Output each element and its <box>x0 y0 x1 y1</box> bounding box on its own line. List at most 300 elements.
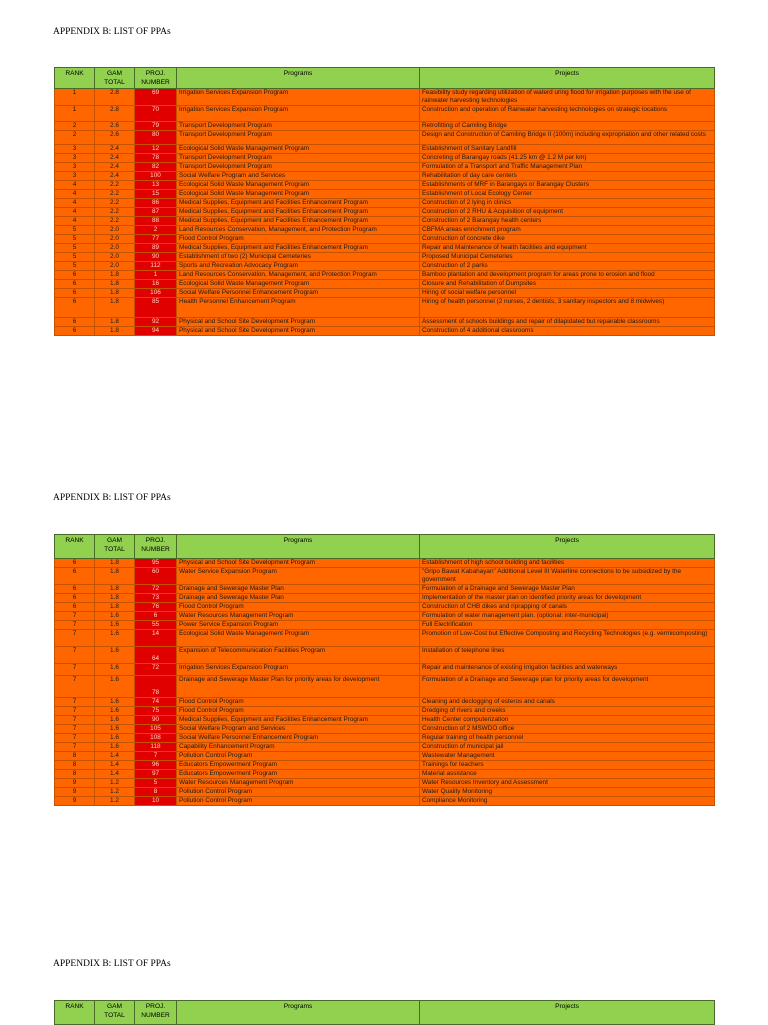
gam-total-cell: 1.2 <box>95 788 135 797</box>
gam-total-cell: 1.6 <box>95 725 135 734</box>
proj-number-cell: 88 <box>135 217 177 226</box>
rank-cell: 2 <box>55 131 95 145</box>
gam-total-cell: 2.0 <box>95 262 135 271</box>
rank-cell: 7 <box>55 664 95 676</box>
table-row <box>55 145 715 154</box>
proj-number-cell: 85 <box>135 298 177 318</box>
gam-total-cell: 2.4 <box>95 172 135 181</box>
project-cell: "Gripo Bawat Kabahayan" Additional Level III Waterline connections to be subsidized by the government <box>420 568 715 585</box>
table-row <box>55 647 715 664</box>
proj-number-cell: 72 <box>135 664 177 676</box>
program-cell: Pollution Control Program <box>177 752 420 761</box>
program-cell: Social Welfare Personnel Enhancement Program <box>177 289 420 298</box>
gam-total-cell: 1.8 <box>95 271 135 280</box>
program-cell: Transport Development Program <box>177 122 420 131</box>
program-cell: Irrigation Services Expansion Program <box>177 106 420 122</box>
table-row <box>55 106 715 122</box>
rank-cell: 6 <box>55 298 95 318</box>
gam-total-cell: 1.6 <box>95 676 135 698</box>
table-row <box>55 630 715 647</box>
proj-number-cell: 1 <box>135 271 177 280</box>
program-cell: Flood Control Program <box>177 698 420 707</box>
program-cell: Social Welfare Personnel Enhancement Program <box>177 734 420 743</box>
table-row <box>55 298 715 318</box>
proj-number-cell: 86 <box>135 199 177 208</box>
program-cell: Educators Empowerment Program <box>177 770 420 779</box>
table-row <box>55 788 715 797</box>
program-cell: Transport Development Program <box>177 154 420 163</box>
rank-cell: 8 <box>55 770 95 779</box>
gam-total-cell: 1.2 <box>95 797 135 806</box>
table-row <box>55 698 715 707</box>
gam-total-cell: 2.0 <box>95 235 135 244</box>
project-cell: CBFMA areas enrichment program <box>420 226 715 235</box>
proj-number-cell: 75 <box>135 707 177 716</box>
rank-cell: 7 <box>55 612 95 621</box>
proj-number-cell: 80 <box>135 131 177 145</box>
program-cell: Irrigation Services Expansion Program <box>177 89 420 106</box>
proj-number-cell: 90 <box>135 716 177 725</box>
rank-cell: 6 <box>55 289 95 298</box>
project-cell: Construction of 2 parks <box>420 262 715 271</box>
table-row <box>55 568 715 585</box>
rank-cell: 7 <box>55 676 95 698</box>
project-cell: Establishments of MRF in Barangays or Barangay Clusters <box>420 181 715 190</box>
gam-total-cell: 2.2 <box>95 208 135 217</box>
proj-number-cell: 82 <box>135 163 177 172</box>
table-row <box>55 664 715 676</box>
gam-total-cell: 1.6 <box>95 647 135 664</box>
project-cell: Assessment of schools buildings and repair of dilapidated but repairable classrooms <box>420 318 715 327</box>
proj-number-cell: 94 <box>135 327 177 336</box>
project-cell: Establishment of Sanitary Landfill <box>420 145 715 154</box>
project-cell: Construction of municipal jail <box>420 743 715 752</box>
gam-total-cell: 2.0 <box>95 244 135 253</box>
table-row <box>55 280 715 289</box>
column-header-proj-number: PROJ. NUMBER <box>135 68 177 89</box>
rank-cell: 7 <box>55 734 95 743</box>
gam-total-cell: 1.6 <box>95 664 135 676</box>
rank-cell: 4 <box>55 181 95 190</box>
gam-total-cell: 2.2 <box>95 199 135 208</box>
project-cell: Rehabilitation of day care centers <box>420 172 715 181</box>
table-row <box>55 594 715 603</box>
gam-total-cell: 1.8 <box>95 327 135 336</box>
proj-number-cell: 55 <box>135 621 177 630</box>
project-cell: Bamboo plantation and development program for areas prone to erosion and flood <box>420 271 715 280</box>
rank-cell: 5 <box>55 235 95 244</box>
rank-cell: 2 <box>55 122 95 131</box>
project-cell: Establishment of high school building and facilities <box>420 559 715 568</box>
program-cell: Power Service Expansion Program <box>177 621 420 630</box>
proj-number-cell: 77 <box>135 235 177 244</box>
proj-number-cell: 72 <box>135 585 177 594</box>
program-cell: Medical Supplies, Equipment and Facilities Enhancement Program <box>177 217 420 226</box>
rank-cell: 6 <box>55 280 95 289</box>
gam-total-cell: 2.2 <box>95 217 135 226</box>
table-row <box>55 779 715 788</box>
gam-total-cell: 1.6 <box>95 612 135 621</box>
project-cell: Construction of 2 RHU & Acquisition of equipment <box>420 208 715 217</box>
project-cell: Closure and Rehabilitation of Dumpsites <box>420 280 715 289</box>
program-cell: Transport Development Program <box>177 163 420 172</box>
program-cell: Irrigation Services Expansion Program <box>177 664 420 676</box>
table-row <box>55 585 715 594</box>
proj-number-cell: 106 <box>135 289 177 298</box>
program-cell: Medical Supplies, Equipment and Facilities Enhancement Program <box>177 208 420 217</box>
proj-number-cell: 12 <box>135 145 177 154</box>
table-row <box>55 271 715 280</box>
table-row <box>55 199 715 208</box>
program-cell: Drainage and Sewerage Master Plan <box>177 585 420 594</box>
program-cell: Drainage and Sewerage Master Plan for priority areas for development <box>177 676 420 698</box>
rank-cell: 1 <box>55 89 95 106</box>
proj-number-cell: 100 <box>135 172 177 181</box>
rank-cell: 1 <box>55 106 95 122</box>
rank-cell: 6 <box>55 271 95 280</box>
project-cell: Repair and Maintenance of health facilities and equipment <box>420 244 715 253</box>
table-row <box>55 716 715 725</box>
table-row <box>55 327 715 336</box>
gam-total-cell: 2.0 <box>95 253 135 262</box>
project-cell: Hiring of social welfare personnel <box>420 289 715 298</box>
proj-number-cell: 8 <box>135 788 177 797</box>
column-header-programs: Programs <box>177 535 420 559</box>
ppa-table <box>54 67 715 336</box>
gam-total-cell: 1.4 <box>95 752 135 761</box>
rank-cell: 9 <box>55 788 95 797</box>
proj-number-cell: 97 <box>135 770 177 779</box>
project-cell: Formulation of a Drainage and Sewerage Master Plan <box>420 585 715 594</box>
project-cell: Design and Construction of Camiling Bridge II (100m) including expropriation and other related costs <box>420 131 715 145</box>
table-row <box>55 208 715 217</box>
table-row <box>55 621 715 630</box>
gam-total-cell: 1.6 <box>95 743 135 752</box>
header-row <box>55 535 715 559</box>
project-cell: Formulation of water management plan. (optional: inter-municipal) <box>420 612 715 621</box>
project-cell: Repair and maintenance of existing irrigation facilities and waterways <box>420 664 715 676</box>
program-cell: Medical Supplies, Equipment and Facilities Enhancement Program <box>177 199 420 208</box>
project-cell: Regular training of health personnel <box>420 734 715 743</box>
program-cell: Capability Enhancement Program <box>177 743 420 752</box>
program-cell: Water Resources Management Program <box>177 779 420 788</box>
proj-number-cell: 96 <box>135 761 177 770</box>
project-cell: Feasibility study regarding utilization of waterd uring flood for irrigation purposes with the use of rainwater harvesting technologies <box>420 89 715 106</box>
rank-cell: 3 <box>55 172 95 181</box>
rank-cell: 8 <box>55 752 95 761</box>
program-cell: Establishment of two (2) Municipal Cemeteries <box>177 253 420 262</box>
rank-cell: 5 <box>55 262 95 271</box>
column-header-rank: RANK <box>55 535 95 559</box>
table-row <box>55 181 715 190</box>
table-row <box>55 154 715 163</box>
project-cell: Full Electrification <box>420 621 715 630</box>
program-cell: Land Resources Conservation, Management, and Protection Program <box>177 226 420 235</box>
table-row <box>55 770 715 779</box>
program-cell: Water Service Expansion Program <box>177 568 420 585</box>
gam-total-cell: 1.8 <box>95 289 135 298</box>
rank-cell: 6 <box>55 318 95 327</box>
gam-total-cell: 1.6 <box>95 707 135 716</box>
gam-total-cell: 1.4 <box>95 761 135 770</box>
ppa-table <box>54 1000 715 1025</box>
proj-number-cell: 118 <box>135 743 177 752</box>
proj-number-cell: 90 <box>135 253 177 262</box>
program-cell: Flood Control Program <box>177 707 420 716</box>
gam-total-cell: 1.4 <box>95 770 135 779</box>
project-cell: Retrofitting of Camiling Bridge <box>420 122 715 131</box>
table-row <box>55 172 715 181</box>
gam-total-cell: 1.8 <box>95 559 135 568</box>
program-cell: Flood Control Program <box>177 235 420 244</box>
project-cell: Trainings for teachers <box>420 761 715 770</box>
project-cell: Wastewater Management <box>420 752 715 761</box>
program-cell: Social Welfare Program and Services <box>177 172 420 181</box>
program-cell: Educators Empowerment Program <box>177 761 420 770</box>
rank-cell: 7 <box>55 743 95 752</box>
project-cell: Construction of 4 additional classrooms <box>420 327 715 336</box>
proj-number-cell: 112 <box>135 262 177 271</box>
table-row <box>55 752 715 761</box>
proj-number-cell: 105 <box>135 725 177 734</box>
column-header-projects: Projects <box>420 1001 715 1025</box>
gam-total-cell: 1.8 <box>95 298 135 318</box>
rank-cell: 7 <box>55 630 95 647</box>
project-cell: Compliance Monitoring <box>420 797 715 806</box>
column-header-programs: Programs <box>177 68 420 89</box>
rank-cell: 4 <box>55 208 95 217</box>
proj-number-cell: 16 <box>135 280 177 289</box>
gam-total-cell: 1.6 <box>95 621 135 630</box>
column-header-gam-total: GAM TOTAL <box>95 1001 135 1025</box>
gam-total-cell: 2.4 <box>95 154 135 163</box>
project-cell: Concreting of Barangay roads (41.25 km @ 1.2 M per km) <box>420 154 715 163</box>
gam-total-cell: 2.2 <box>95 190 135 199</box>
gam-total-cell: 1.6 <box>95 734 135 743</box>
program-cell: Pollution Control Program <box>177 797 420 806</box>
column-header-proj-number: PROJ. NUMBER <box>135 1001 177 1025</box>
proj-number-cell: 5 <box>135 779 177 788</box>
table-row <box>55 163 715 172</box>
rank-cell: 7 <box>55 716 95 725</box>
table-row <box>55 131 715 145</box>
project-cell: Material assistance <box>420 770 715 779</box>
rank-cell: 6 <box>55 568 95 585</box>
proj-number-cell: 60 <box>135 568 177 585</box>
project-cell: Cleaning and declogging of esteros and canals <box>420 698 715 707</box>
gam-total-cell: 1.8 <box>95 318 135 327</box>
gam-total-cell: 2.4 <box>95 163 135 172</box>
proj-number-cell: 70 <box>135 106 177 122</box>
project-cell: Construction of 2 MSWDO office <box>420 725 715 734</box>
project-cell: Dredging of rivers and creeks <box>420 707 715 716</box>
table-row <box>55 612 715 621</box>
program-cell: Ecological Solid Waste Management Program <box>177 630 420 647</box>
rank-cell: 5 <box>55 226 95 235</box>
table-row <box>55 734 715 743</box>
program-cell: Sports and Recreation Advocacy Program <box>177 262 420 271</box>
column-header-gam-total: GAM TOTAL <box>95 535 135 559</box>
gam-total-cell: 1.8 <box>95 585 135 594</box>
column-header-programs: Programs <box>177 1001 420 1025</box>
gam-total-cell: 1.8 <box>95 568 135 585</box>
project-cell: Establishment of Local Ecology Center <box>420 190 715 199</box>
column-header-rank: RANK <box>55 68 95 89</box>
gam-total-cell: 1.6 <box>95 630 135 647</box>
program-cell: Transport Development Program <box>177 131 420 145</box>
proj-number-cell: 78 <box>135 154 177 163</box>
rank-cell: 3 <box>55 154 95 163</box>
rank-cell: 8 <box>55 761 95 770</box>
rank-cell: 6 <box>55 594 95 603</box>
gam-total-cell: 2.4 <box>95 145 135 154</box>
rank-cell: 7 <box>55 707 95 716</box>
rank-cell: 7 <box>55 621 95 630</box>
program-cell: Pollution Control Program <box>177 788 420 797</box>
table-row <box>55 318 715 327</box>
proj-number-cell: 7 <box>135 752 177 761</box>
column-header-projects: Projects <box>420 535 715 559</box>
table-row <box>55 761 715 770</box>
gam-total-cell: 2.2 <box>95 181 135 190</box>
table-row <box>55 262 715 271</box>
program-cell: Ecological Solid Waste Management Program <box>177 181 420 190</box>
program-cell: Medical Supplies, Equipment and Facilities Enhancement Program <box>177 244 420 253</box>
proj-number-cell: 79 <box>135 122 177 131</box>
rank-cell: 9 <box>55 797 95 806</box>
table-row <box>55 289 715 298</box>
project-cell: Construction and operation of Rainwater harvesting technologies on strategic locations <box>420 106 715 122</box>
proj-number-cell: 78 <box>135 676 177 698</box>
table-row <box>55 244 715 253</box>
program-cell: Physical and School Site Development Program <box>177 327 420 336</box>
rank-cell: 6 <box>55 327 95 336</box>
proj-number-cell: 89 <box>135 244 177 253</box>
rank-cell: 7 <box>55 698 95 707</box>
proj-number-cell: 6 <box>135 612 177 621</box>
table-row <box>55 89 715 106</box>
project-cell: Construction of concrete dike <box>420 235 715 244</box>
gam-total-cell: 2.8 <box>95 106 135 122</box>
rank-cell: 6 <box>55 603 95 612</box>
table-row <box>55 253 715 262</box>
table-row <box>55 707 715 716</box>
proj-number-cell: 69 <box>135 89 177 106</box>
program-cell: Water Resources Management Program <box>177 612 420 621</box>
project-cell: Formulation of a Drainage and Sewerage plan for priority areas for development <box>420 676 715 698</box>
program-cell: Ecological Solid Waste Management Program <box>177 280 420 289</box>
program-cell: Drainage and Sewerage Master Plan <box>177 594 420 603</box>
rank-cell: 7 <box>55 647 95 664</box>
gam-total-cell: 2.6 <box>95 131 135 145</box>
project-cell: Promotion of Low-Cost but Effective Composting and Recycling Technologies (e.g. vermicomposting) <box>420 630 715 647</box>
table-row <box>55 743 715 752</box>
rank-cell: 3 <box>55 145 95 154</box>
program-cell: Physical and School Site Development Program <box>177 318 420 327</box>
ppa-table <box>54 534 715 806</box>
rank-cell: 4 <box>55 199 95 208</box>
column-header-rank: RANK <box>55 1001 95 1025</box>
gam-total-cell: 1.6 <box>95 716 135 725</box>
program-cell: Land Resources Conservation, Management, and Protection Program <box>177 271 420 280</box>
program-cell: Flood Control Program <box>177 603 420 612</box>
rank-cell: 5 <box>55 253 95 262</box>
column-header-gam-total: GAM TOTAL <box>95 68 135 89</box>
proj-number-cell: 87 <box>135 208 177 217</box>
project-cell: Formulation of a Transport and Traffic Management Plan <box>420 163 715 172</box>
section-heading: APPENDIX B: LIST OF PPAs <box>53 493 171 503</box>
gam-total-cell: 1.8 <box>95 280 135 289</box>
proj-number-cell: 10 <box>135 797 177 806</box>
column-header-projects: Projects <box>420 68 715 89</box>
project-cell: Proposed Municipal Cemeteries <box>420 253 715 262</box>
project-cell: Installation of telephone lines <box>420 647 715 664</box>
project-cell: Health Center computerization <box>420 716 715 725</box>
table-row <box>55 676 715 698</box>
rank-cell: 6 <box>55 585 95 594</box>
proj-number-cell: 14 <box>135 630 177 647</box>
gam-total-cell: 1.6 <box>95 698 135 707</box>
gam-total-cell: 2.6 <box>95 122 135 131</box>
gam-total-cell: 2.0 <box>95 226 135 235</box>
proj-number-cell: 92 <box>135 318 177 327</box>
section-heading: APPENDIX B: LIST OF PPAs <box>53 959 171 969</box>
rank-cell: 5 <box>55 244 95 253</box>
section-heading: APPENDIX B: LIST OF PPAs <box>53 27 171 37</box>
program-cell: Ecological Solid Waste Management Program <box>177 145 420 154</box>
table-row <box>55 217 715 226</box>
table-row <box>55 226 715 235</box>
table-row <box>55 235 715 244</box>
project-cell: Construction of CHB dikes and riprapping of canals <box>420 603 715 612</box>
proj-number-cell: 76 <box>135 603 177 612</box>
rank-cell: 7 <box>55 725 95 734</box>
project-cell: Hiring of health personnel (2 nurses, 2 dentists, 3 sanitary inspectors and 8 midwives) <box>420 298 715 318</box>
program-cell: Social Welfare Program and Services <box>177 725 420 734</box>
project-cell: Water Resources Inventory and Assessment <box>420 779 715 788</box>
gam-total-cell: 1.2 <box>95 779 135 788</box>
project-cell: Implementation of the master plan on identified priority areas for development <box>420 594 715 603</box>
gam-total-cell: 2.8 <box>95 89 135 106</box>
project-cell: Construction of 2 lying in clinics <box>420 199 715 208</box>
proj-number-cell: 108 <box>135 734 177 743</box>
gam-total-cell: 1.8 <box>95 603 135 612</box>
rank-cell: 4 <box>55 217 95 226</box>
table-row <box>55 559 715 568</box>
table-row <box>55 190 715 199</box>
proj-number-cell: 13 <box>135 181 177 190</box>
rank-cell: 6 <box>55 559 95 568</box>
project-cell: Construction of 2 Barangay health centers <box>420 217 715 226</box>
gam-total-cell: 1.8 <box>95 594 135 603</box>
rank-cell: 4 <box>55 190 95 199</box>
header-row <box>55 1001 715 1025</box>
program-cell: Ecological Solid Waste Management Program <box>177 190 420 199</box>
rank-cell: 9 <box>55 779 95 788</box>
proj-number-cell: 15 <box>135 190 177 199</box>
program-cell: Expansion of Telecommunication Facilities Program <box>177 647 420 664</box>
proj-number-cell: 64 <box>135 647 177 664</box>
proj-number-cell: 73 <box>135 594 177 603</box>
column-header-proj-number: PROJ. NUMBER <box>135 535 177 559</box>
project-cell: Water Quality Monitoring <box>420 788 715 797</box>
program-cell: Medical Supplies, Equipment and Facilities Enhancement Program <box>177 716 420 725</box>
program-cell: Health Personnel Enhancement Program <box>177 298 420 318</box>
table-row <box>55 603 715 612</box>
proj-number-cell: 95 <box>135 559 177 568</box>
proj-number-cell: 74 <box>135 698 177 707</box>
proj-number-cell: 2 <box>135 226 177 235</box>
